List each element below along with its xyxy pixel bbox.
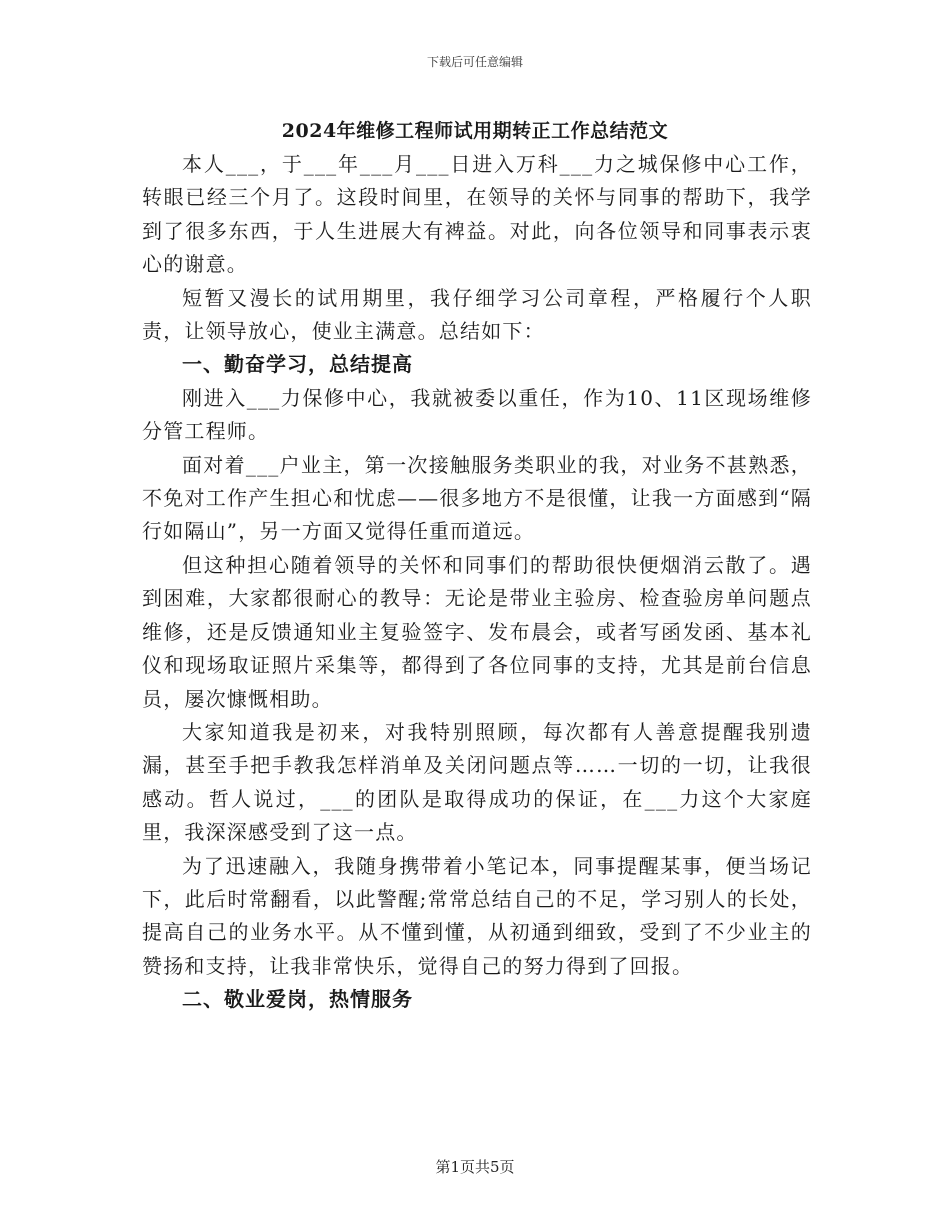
paragraph-summary-lead: 短暂又漫长的试用期里，我仔细学习公司章程，严格履行个人职责，让领导放心，使业主满意。总结如下： xyxy=(142,285,812,344)
paragraph-appointment: 刚进入___力保修中心，我就被委以重任，作为10、11区现场维修分管工程师。 xyxy=(142,385,812,444)
paragraph-care: 大家知道我是初来，对我特别照顾，每次都有人善意提醒我别遗漏，甚至手把手教我怎样消单及关闭问题点等……一切的一切，让我很感动。哲人说过，___的团队是取得成功的保证，在___力这个大家庭里，我深深感受到了这一点。 xyxy=(142,719,812,845)
paragraph-notebook: 为了迅速融入，我随身携带着小笔记本，同事提醒某事，便当场记下，此后时常翻看，以此警醒;常常总结自己的不足，学习别人的长处，提高自己的业务水平。从不懂到懂，从初通到细致，受到了不少业主的赞扬和支持，让我非常快乐，觉得自己的努力得到了回报。 xyxy=(142,853,812,978)
page-header-note: 下载后可任意编辑 xyxy=(426,55,523,69)
page-number: 第1页共5页 xyxy=(435,1158,515,1176)
paragraph-worries: 面对着___户业主，第一次接触服务类职业的我，对业务不甚熟悉，不免对工作产生担心和忧虑——很多地方不是很懂，让我一方面感到“隔行如隔山”，另一方面又觉得任重而道远。 xyxy=(142,452,812,544)
paragraph-intro: 本人___，于___年___月___日进入万科___力之城保修中心工作，转眼已经三个月了。这段时间里，在领导的关怀与同事的帮助下，我学到了很多东西，于人生进展大有裨益。对此，向各位领导和同事表示衷心的谢意。 xyxy=(142,152,812,277)
document-body xyxy=(142,148,812,1017)
section-heading-2: 二、敬业爱岗，热情服务 xyxy=(182,987,413,1012)
paragraph-help: 但这种担心随着领导的关怀和同事们的帮助很快便烟消云散了。遇到困难，大家都很耐心的教导：无论是带业主验房、检查验房单问题点维修，还是反馈通知业主复验签字、发布晨会，或者写函发函、基本礼仪和现场取证照片采集等，都得到了各位同事的支持，尤其是前台信息员，屡次慷慨相助。 xyxy=(142,552,812,711)
section-heading-1: 一、勤奋学习，总结提高 xyxy=(182,352,413,377)
document-title: 2024年维修工程师试用期转正工作总结范文 xyxy=(281,120,669,142)
